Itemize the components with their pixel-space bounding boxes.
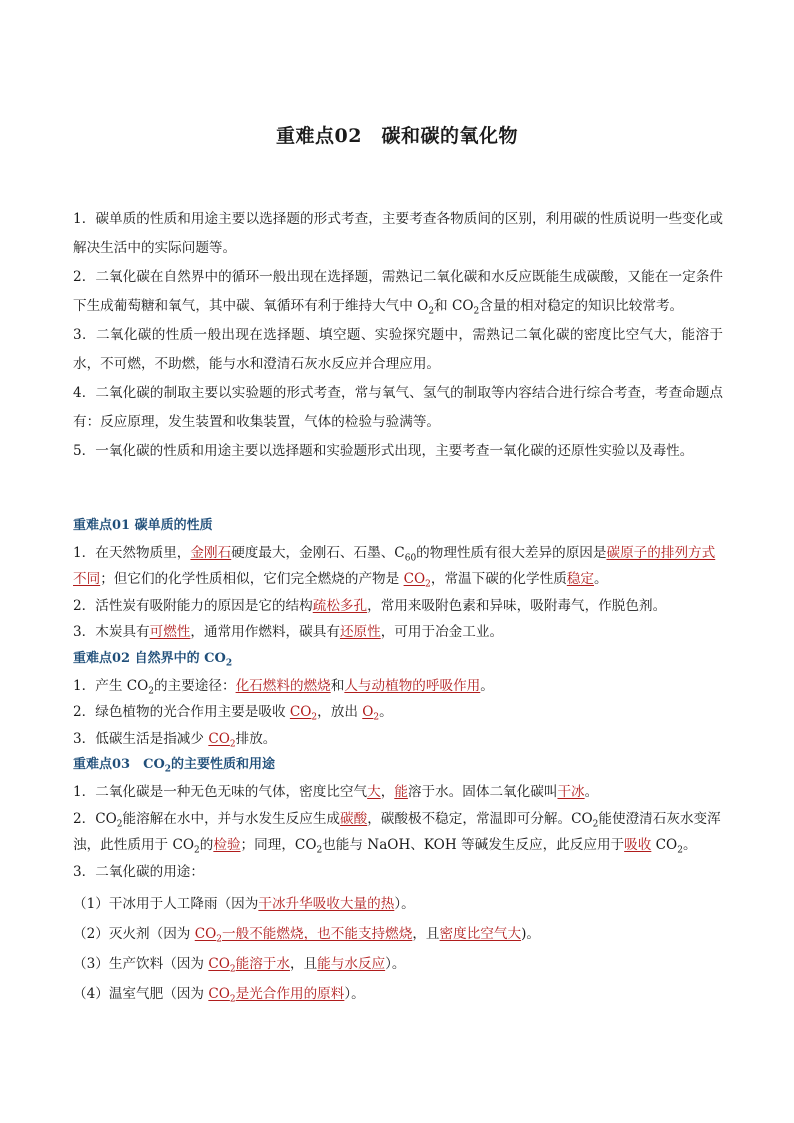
answer-blank: 碳原子的排列方式不同 — [73, 544, 716, 588]
answer-blank: 碳酸 — [340, 810, 368, 827]
s2-line-1: 1．产生 $CO_2$的主要途径：化石燃料的燃烧和人与动植物的呼吸作用。 — [73, 677, 494, 697]
answer-blank: 能 — [394, 783, 408, 800]
answer-blank: $CO_2$一般不能燃烧，也不能支持燃烧 — [194, 926, 413, 946]
intro-section — [73, 205, 723, 466]
s3-line-2: 2．$CO_2$能溶解在水中，并与水发生反应生成碳酸，碳酸极不稳定，常温即可分解。$CO_2$能使澄清石灰水变浑浊，此性质用于 $CO_2$的检验；同理，$CO_2$也能与 NaOH、KOH 等碱发生反应，此反应用于吸收 $CO_2$。 — [73, 810, 721, 856]
intro-paragraph-1: 1．碳单质的性质和用途主要以选择题的形式考查，主要考查各物质间的区别，利用碳的性质说明一些变化或解决生活中的实际问题等。 — [73, 211, 723, 256]
s2-line-3: 3．低碳生活是指减少 $CO_2$排放。 — [73, 730, 277, 750]
use-item-4: （4）温室气肥（因为 $CO_2$是光合作用的原料）。 — [73, 986, 365, 1006]
answer-blank: 稳定 — [566, 571, 594, 588]
answer-blank: 干冰 — [557, 783, 585, 800]
co2-uses-list — [73, 889, 723, 1009]
answer-blank: 密度比空气大 — [439, 926, 522, 943]
intro-paragraph-2: 2．二氧化碳在自然界中的循环一般出现在选择题，需熟记二氧化碳和水反应既能生成碳酸，又能在一定条件下生成葡萄糖和氧气，其中碳、氧循环有利于维持大气中 $O_2$和 $CO_2$含量的相对稳定的知识比较常考。 — [73, 269, 723, 317]
answer-blank: 干冰升华吸收大量的热 — [258, 896, 395, 913]
use-item-1: （1）干冰用于人工降雨（因为干冰升华吸收大量的热）。 — [73, 896, 415, 913]
answer-blank: $O_2$ — [362, 704, 380, 723]
intro-paragraph-4: 4．二氧化碳的制取主要以实验题的形式考查，常与氧气、氢气的制取等内容结合进行综合考查，考查命题点有：反应原理，发生装置和收集装置，气体的检验与验满等。 — [73, 385, 723, 430]
answer-blank: 可燃性 — [149, 624, 191, 641]
answer-blank: 能与水反应 — [317, 956, 386, 973]
answer-blank: 疏松多孔 — [312, 597, 368, 614]
s1-line-1: 1．在天然物质里，金刚石硬度最大，金刚石、石墨、$C_{60}$的物理性质有很大差异的原因是碳原子的排列方式不同；但它们的化学性质相似，它们完全燃烧的产物是 $CO_2$，常温下碳的化学性质稳定。 — [73, 544, 716, 590]
s2-line-2: 2．绿色植物的光合作用主要是吸收 $CO_2$，放出 $O_2$。 — [73, 704, 393, 723]
answer-blank: 金刚石 — [190, 544, 232, 561]
intro-paragraph-3: 3．二氧化碳的性质一般出现在选择题、填空题、实验探究题中，需熟记二氧化碳的密度比空气大，能溶于水，不可燃，不助燃，能与水和澄清石灰水反应并合理应用。 — [73, 327, 723, 372]
answer-blank: $CO_2$ — [208, 730, 236, 750]
s3-line-3: 3．二氧化碳的用途： — [73, 863, 204, 880]
answer-blank: 吸收 — [624, 837, 652, 854]
answer-blank: 大 — [367, 783, 381, 800]
answer-blank: 还原性 — [339, 624, 381, 641]
s1-line-2: 2．活性炭有吸附能力的原因是它的结构疏松多孔，常用来吸附色素和异味，吸附毒气，作脱色剂。 — [73, 597, 667, 614]
answer-blank: $CO_2$能溶于水 — [208, 956, 290, 976]
use-item-3: （3）生产饮料（因为 $CO_2$能溶于水，且能与水反应）。 — [73, 956, 406, 976]
answer-blank: 检验 — [213, 837, 241, 854]
answer-blank: $CO_2$ — [403, 571, 431, 590]
section-heading-3: 重难点03 $CO_2$的主要性质和用途 — [73, 757, 276, 775]
answer-blank: $CO_2$ — [289, 704, 318, 723]
section-heading-1: 重难点01 碳单质的性质 — [73, 518, 213, 533]
answer-blank: 人与动植物的呼吸作用 — [344, 677, 481, 694]
key-points-body — [73, 513, 723, 1009]
intro-paragraph-5: 5．一氧化碳的性质和用途主要以选择题和实验题形式出现，主要考查一氧化碳的还原性实验以及毒性。 — [73, 443, 694, 459]
s1-line-3: 3．木炭具有可燃性，通常用作燃料，碳具有还原性，可用于冶金工业。 — [73, 624, 504, 641]
section-heading-2: 重难点02 自然界中的 $CO_2$ — [73, 650, 233, 669]
s3-line-1: 1．二氧化碳是一种无色无味的气体，密度比空气大，能溶于水。固体二氧化碳叫干冰。 — [73, 783, 599, 800]
answer-blank: $CO_2$是光合作用的原料 — [208, 986, 345, 1006]
answer-blank: 化石燃料的燃烧 — [235, 677, 331, 694]
use-item-2: （2）灭火剂（因为 $CO_2$一般不能燃烧，也不能支持燃烧，且密度比空气大)。 — [73, 926, 540, 946]
page-title: 重难点02 碳和碳的氧化物 — [276, 125, 518, 147]
